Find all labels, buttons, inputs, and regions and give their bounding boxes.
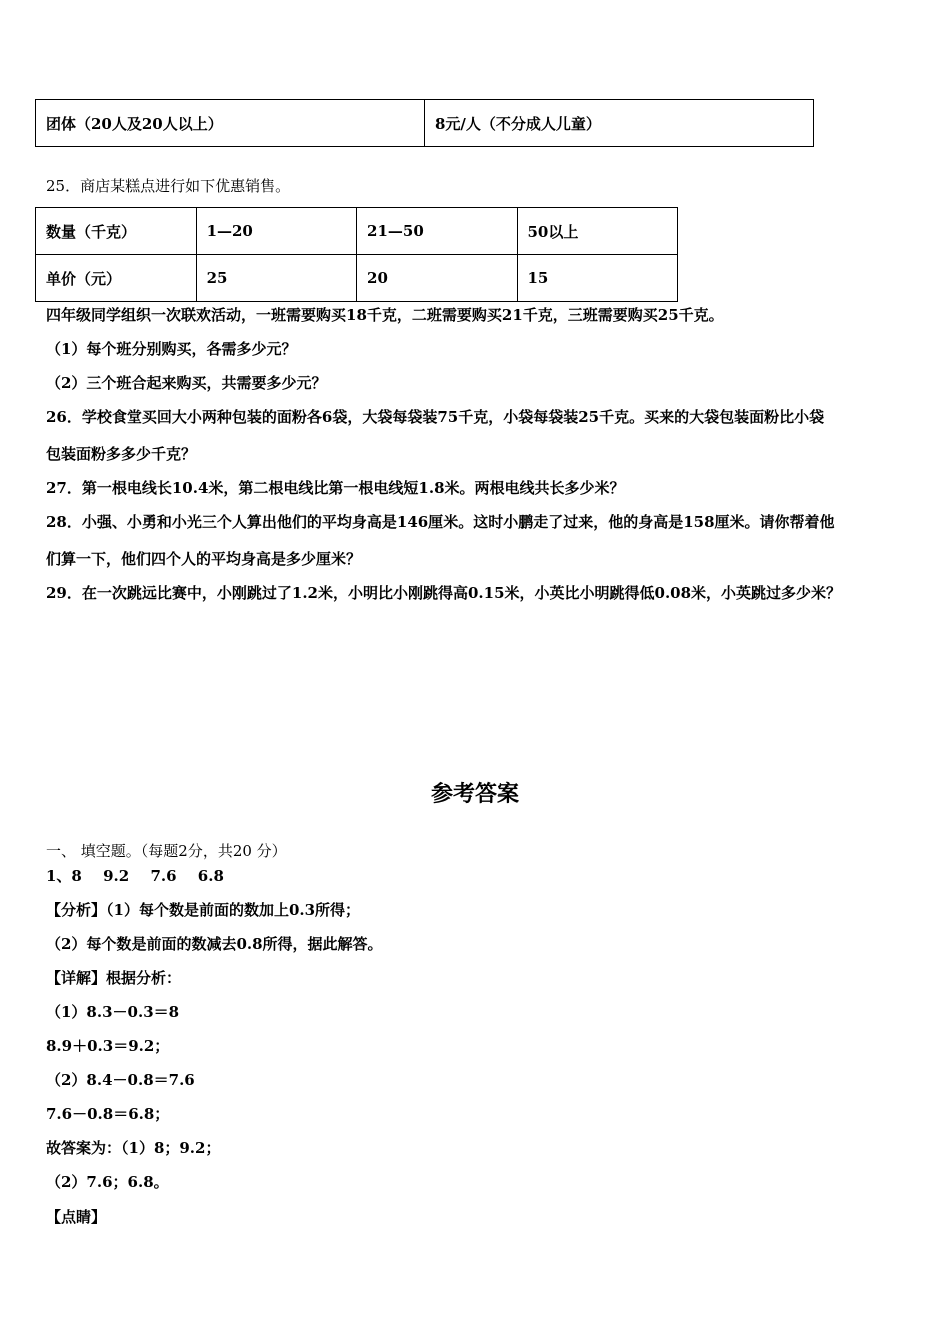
step-1: （1）8.3－0.3＝8: [46, 1003, 180, 1021]
question-29: 29．在一次跳远比赛中，小刚跳过了1.2米，小明比小刚跳得高0.15米，小英比小明跳得低0.08米，小英跳过多少米？: [46, 584, 842, 602]
table-row: [36, 255, 678, 302]
question-28-line2: 们算一下，他们四个人的平均身高是多少厘米？: [46, 550, 362, 568]
step-3: （2）8.4－0.8＝7.6: [46, 1071, 195, 1089]
table-cell: 数量（千克）: [36, 208, 197, 255]
table-cell: 15: [517, 255, 678, 302]
question-25-intro: 25．商店某糕点进行如下优惠销售。: [46, 177, 291, 195]
question-26-line2: 包装面粉多多少千克？: [46, 445, 197, 463]
table-cell: 21—50: [357, 208, 517, 255]
table-cell: 1—20: [196, 208, 356, 255]
answer-value: 7.6: [150, 867, 177, 885]
table-cell: 20: [357, 255, 517, 302]
group-fee-table: [35, 99, 814, 147]
table-cell: 50以上: [517, 208, 678, 255]
table-cell: 单价（元）: [36, 255, 197, 302]
detail-heading: 【详解】根据分析：: [46, 969, 182, 987]
step-2: 8.9＋0.3＝9.2；: [46, 1037, 170, 1055]
table-cell: 25: [196, 255, 356, 302]
question-25-sub1: （1）每个班分别购买，各需多少元？: [46, 340, 297, 358]
table-row: [36, 100, 814, 147]
step-4: 7.6－0.8＝6.8；: [46, 1105, 170, 1123]
answers-title: 参考答案: [430, 782, 519, 807]
tip-heading: 【点睛】: [46, 1208, 107, 1226]
table-cell: 8元/人（不分成人儿童）: [425, 100, 814, 147]
answer-value: 9.2: [103, 867, 130, 885]
question-28-line1: 28．小强、小勇和小光三个人算出他们的平均身高是146厘米。这时小鹏走了过来，他的身高是158厘米。请你帮着他: [46, 513, 835, 531]
conclusion-line-2: （2）7.6；6.8。: [46, 1173, 169, 1191]
analysis-line-2: （2）每个数是前面的数减去0.8所得，据此解答。: [46, 935, 383, 953]
discount-table: [35, 207, 678, 302]
conclusion-line-1: 故答案为：（1）8；9.2；: [46, 1139, 221, 1157]
answer-1-label: 1、8: [46, 867, 82, 885]
question-25-text: 四年级同学组织一次联欢活动，一班需要购买18千克，二班需要购买21千克，三班需要购买25千克。: [46, 306, 724, 324]
answer-1: [46, 866, 240, 886]
table-cell: 团体（20人及20人以上）: [36, 100, 425, 147]
table-row: [36, 208, 678, 255]
section-heading: 一、 填空题。（每题2分，共20 分）: [46, 842, 287, 860]
question-26-line1: 26．学校食堂买回大小两种包装的面粉各6袋，大袋每袋装75千克，小袋每袋装25千克。买来的大袋包装面粉比小袋: [46, 408, 825, 426]
question-27: 27．第一根电线长10.4米，第二根电线比第一根电线短1.8米。两根电线共长多少米？: [46, 479, 625, 497]
question-25-sub2: （2）三个班合起来购买，共需要多少元？: [46, 374, 327, 392]
answer-value: 6.8: [197, 867, 224, 885]
analysis-line-1: 【分析】（1）每个数是前面的数加上0.3所得；: [46, 901, 361, 919]
